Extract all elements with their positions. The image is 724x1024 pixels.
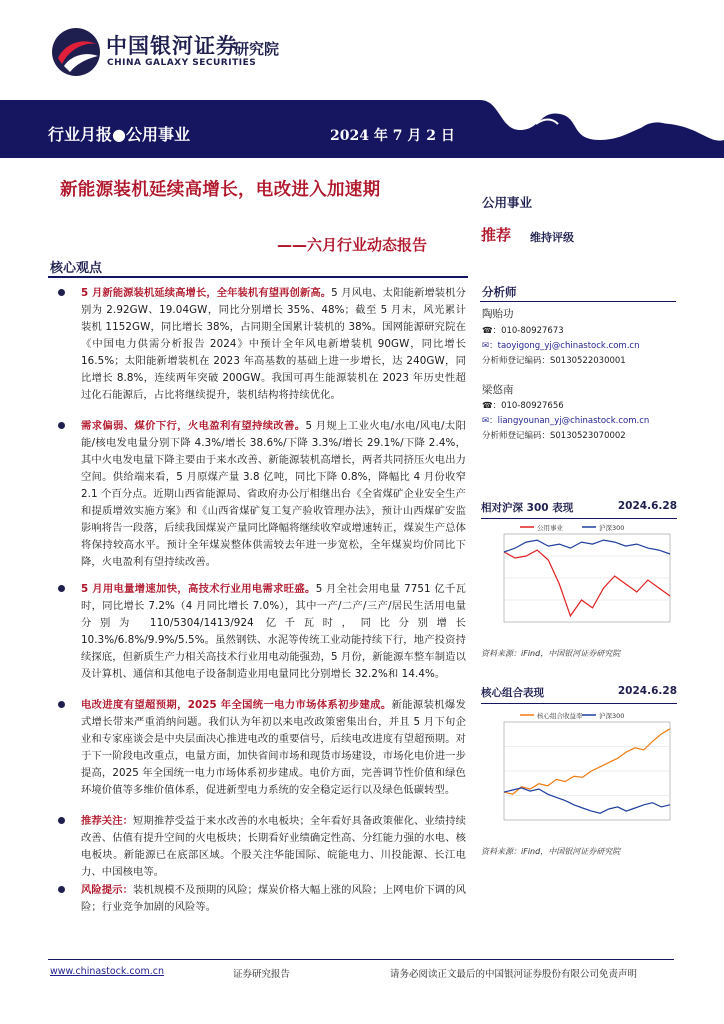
analyst-phone: ☎：010-80927656	[482, 401, 564, 411]
chart2-title: 核心组合表现	[481, 687, 544, 699]
report-title: 新能源装机延续高增长，电改进入加速期	[60, 180, 381, 200]
chart-legend-label: 核心组合收益率	[537, 712, 583, 720]
bullet-dot-icon	[58, 289, 65, 296]
doc-date: 2024 年 7 月 2 日	[330, 128, 455, 144]
footer-divider	[48, 959, 674, 960]
analyst-name: 陶贻功	[482, 308, 514, 320]
analyst-reg: 分析师登记编码：S0130523070002	[482, 431, 626, 441]
report-subtitle: ——六月行业动态报告	[277, 236, 428, 254]
chart1-line-chart	[480, 520, 676, 640]
chart2-line-chart	[480, 708, 676, 838]
footer-label: 证券研究报告	[233, 969, 291, 980]
bullet-lead: 电改进度有望超预期，2025 年全国统一电力市场体系初步建成。	[81, 699, 392, 711]
brand-name: 中国银河证券	[106, 34, 238, 58]
brand-subtitle: 研究院	[234, 40, 280, 58]
bullet-lead: 风险提示：	[81, 884, 134, 896]
bullet-lead: 5 月新能源装机延续高增长，全年装机有望再创新高。	[81, 287, 332, 299]
galaxy-logo-icon	[48, 24, 104, 80]
footer-url-link[interactable]: www.chinastock.com.cn	[50, 966, 164, 977]
bullet-body: 新能源装机爆发式增长带来严重消纳问题。我们认为年初以来电改政策密集出台，并且 5 月下旬企业和专家座谈会是中央层面决心推进电改的重要信号，后续电改进度有望超预期。对于下一阶段电改重点，电量方面，加快省间市场和现货市场建设，市场化电价进一步提高，2025 年全国统一电力市场体系初步建成。电价方面，完善调节性价值和绿色环境价值等多维价值体系，促进新型电力系统的安全稳定运行以及绿色低碳转型。	[81, 699, 467, 796]
chart-legend-label: 沪深300	[599, 712, 625, 720]
chart-legend-label: 公用事业	[537, 524, 563, 532]
analyst-reg: 分析师登记编码：S0130522030001	[482, 356, 626, 366]
analyst-email-link[interactable]: ✉：liangyounan_yj@chinastock.com.cn	[482, 416, 650, 426]
core-bullet-5	[48, 813, 466, 881]
chart2-date: 2024.6.28	[617, 685, 677, 697]
core-bullet-2	[48, 418, 466, 571]
footer-disclaimer: 请务必阅读正文最后的中国银河证券股份有限公司免责声明	[390, 969, 638, 980]
analyst-name: 梁悠南	[482, 384, 514, 396]
chart-legend-label: 沪深300	[599, 524, 625, 532]
core-bullet-3	[48, 581, 466, 683]
doc-type-label: 行业月报●公用事业	[48, 125, 190, 144]
brand-english: CHINA GALAXY SECURITIES	[107, 58, 257, 68]
analyst-divider	[480, 301, 676, 302]
analyst-phone: ☎：010-80927673	[482, 326, 564, 336]
core-bullet-1	[48, 285, 466, 404]
chart1-source: 资料来源：iFind，中国银河证券研究院	[481, 649, 621, 658]
bullet-lead: 推荐关注：	[81, 815, 134, 827]
sector-label: 公用事业	[482, 195, 533, 210]
chart2-header	[481, 685, 677, 704]
bullet-body: 短期推荐受益于来水改善的水电板块；全年看好具备政策催化、业绩持续改善、估值有提升空间的火电板块；长期看好业绩确定性高、分红能力强的水电、核电板块。新能源已在底部区域。个股关注华能国际、皖能电力、川投能源、长江电力、中国核电等。	[81, 815, 466, 878]
chart1-title: 相对沪深 300 表现	[481, 502, 574, 514]
bullet-body: 5 月全社会用电量 7751 亿千瓦时，同比增长 7.2%（4 月同比增长 7.0%），其中一产/二产/三产/居民生活用电量分别为 110/5304/1413/924 亿千瓦时，同比分别增长 10.3%/6.8%/9.9%/5.5%。虽然钢铁、水泥等传统工业动能持续下行，地产投资持续探底，但新质生产力相关高技术行业用电动能强劲，5 月份，新能源车整车制造以及计算机、通信和其他电子设备制造业用电量同比分别增长 32.2%和 14.4%。	[81, 583, 466, 680]
core-bullet-6	[48, 882, 466, 916]
bullet-body: 5 月风电、太阳能新增装机分别为 2.92GW、19.04GW，同比分别增长 35%、48%；截至 5 月末，风光累计装机 1152GW，同比增长 38%，占同期全国累计装机的 38%。国网能源研究院在《中国电力供需分析报告 2024》中预计全年风电新增装机 90GW，同比增长 16.5%；太阳能新增装机在 2023 年高基数的基础上进一步增长，达 240GW，同比增长 8.8%，连续两年突破 200GW。我国可再生能源装机在 2023 年历史性超过化石能源后，占比将继续提升，装机结构将持续优化。	[81, 287, 466, 401]
rating-label: 推荐	[481, 226, 512, 244]
bullet-dot-icon	[58, 422, 65, 429]
bullet-lead: 需求偏弱、煤价下行，火电盈利有望持续改善。	[81, 420, 306, 432]
core-heading: 核心观点	[50, 261, 103, 276]
bullet-dot-icon	[58, 886, 65, 893]
core-bullet-4	[48, 697, 466, 799]
chart2-source: 资料来源：iFind，中国银河证券研究院	[481, 847, 621, 856]
analyst-email-link[interactable]: ✉：taoyigong_yj@chinastock.com.cn	[482, 341, 640, 351]
bullet-dot-icon	[58, 701, 65, 708]
rating-note: 维持评级	[530, 231, 574, 244]
cloud-pattern-icon	[440, 100, 724, 152]
bullet-body: 5 月规上工业火电/水电/风电/太阳能/核电发电量分别下降 4.3%/增长 38.6%/下降 3.3%/增长 29.1%/下降 2.4%，其中火电发电量下降主要由于来水改善、新能源装机高增长，两者共同挤压火电出力空间。供给端来看，5 月原煤产量 3.8 亿吨，同比下降 0.8%，降幅比 4 月份收窄 2.1 个百分点。近期山西省能源局、省政府办公厅相继出台《全省煤矿企业安全生产和提质增效实施方案》和《山西省煤矿复工复产验收管理办法》，预计山西煤矿安监影响将告一段落，后续我国煤炭产量同比降幅将继续收窄或增速转正，煤炭生产总体将保持较高水平。预计全年煤炭整体供需较去年进一步宽松，全年煤炭均价同比下降，火电盈利有望持续改善。	[81, 420, 466, 568]
core-divider	[48, 276, 468, 278]
bullet-lead: 5 月用电量增速加快，高技术行业用电需求旺盛。	[81, 583, 316, 595]
analyst-heading: 分析师	[482, 285, 517, 299]
chart1-header	[481, 500, 677, 519]
bullet-dot-icon	[58, 585, 65, 592]
chart1-date: 2024.6.28	[617, 500, 677, 512]
bullet-body: 装机规模不及预期的风险；煤炭价格大幅上涨的风险；上网电价下调的风险；行业竞争加剧的风险等。	[81, 884, 466, 913]
banner-underline	[0, 152, 724, 158]
bullet-dot-icon	[58, 817, 65, 824]
